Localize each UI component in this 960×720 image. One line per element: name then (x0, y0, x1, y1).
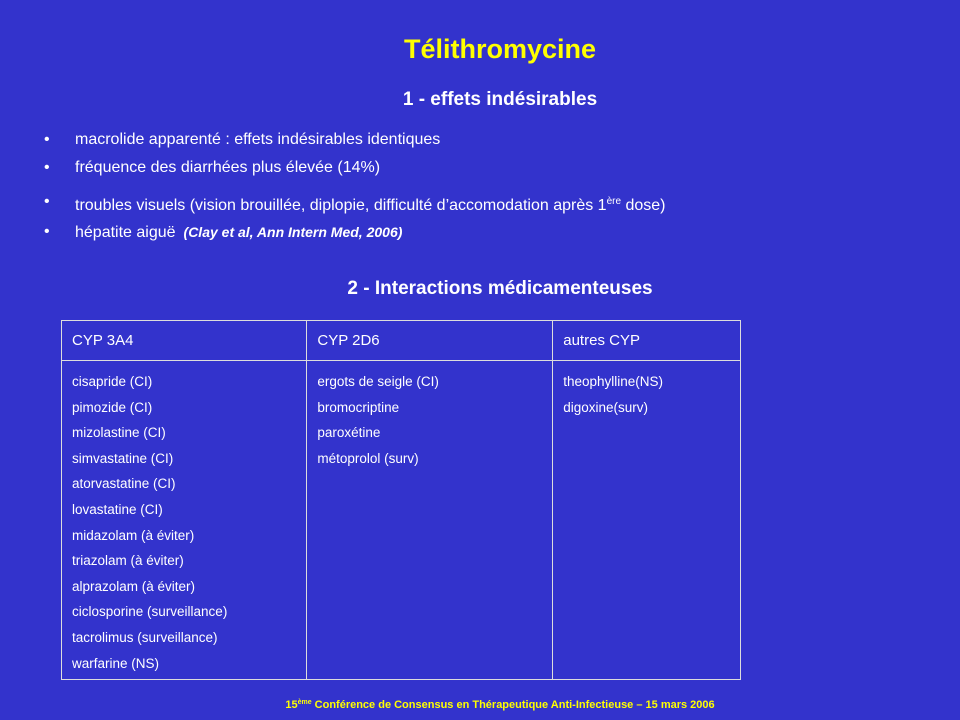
list-item: lovastatine (CI) (72, 501, 163, 517)
citation: (Clay et al, Ann Intern Med, 2006) (183, 224, 403, 240)
list-item: cisapride (CI) (72, 374, 153, 389)
list-item: simvastatine (CI) (72, 450, 174, 466)
list-item: tacrolimus (surveillance) (72, 629, 218, 645)
list-item: ciclosporine (surveillance) (72, 604, 228, 620)
list-item: paroxétine (317, 425, 381, 441)
list-item: midazolam (à éviter) (72, 527, 195, 543)
bullet-item: • macrolide apparenté : effets indésirables identiques (44, 130, 665, 150)
bullet-item: • fréquence des diarrhées plus élevée (14%) (44, 158, 665, 178)
bullet-item: • hépatite aiguë (Clay et al, Ann Intern Med, 2006) (44, 222, 665, 243)
column-header: autres CYP (553, 321, 741, 361)
list-item: pimozide (CI) (72, 399, 153, 415)
list-item: ergots de seigle (CI) (317, 374, 439, 389)
footer: 15ème Conférence de Consensus en Thérapeutique Anti-Infectieuse – 15 mars 2006 (285, 699, 715, 711)
list-item: triazolam (à éviter) (72, 553, 184, 569)
list-item: atorvastatine (CI) (72, 476, 176, 492)
list-item: métoprolol (surv) (317, 450, 419, 466)
list-item: mizolastine (CI) (72, 425, 166, 441)
column-header: CYP 2D6 (307, 321, 553, 361)
section-heading-effects: 1 - effets indésirables (402, 89, 598, 110)
bullet-item: • troubles visuels (vision brouillée, diplopie, difficulté d’accomodation après 1ère dose) (44, 192, 665, 216)
table-header-row (62, 321, 741, 361)
cyp3a4-cell (62, 361, 307, 680)
list-item: warfarine (NS) (72, 655, 160, 671)
column-header: CYP 3A4 (62, 321, 307, 361)
interactions-table (61, 320, 741, 680)
table-row (62, 361, 741, 680)
bullet-list (44, 126, 665, 243)
list-item: bromocriptine (317, 399, 400, 415)
list-item: alprazolam (à éviter) (72, 578, 196, 594)
list-item: theophylline(NS) (563, 374, 664, 389)
slide-title: Télithromycine (403, 34, 597, 64)
cyp2d6-cell (307, 361, 553, 680)
section-heading-interactions: 2 - Interactions médicamenteuses (347, 278, 653, 299)
list-item: digoxine(surv) (563, 399, 649, 415)
other-cyp-cell (553, 361, 741, 680)
